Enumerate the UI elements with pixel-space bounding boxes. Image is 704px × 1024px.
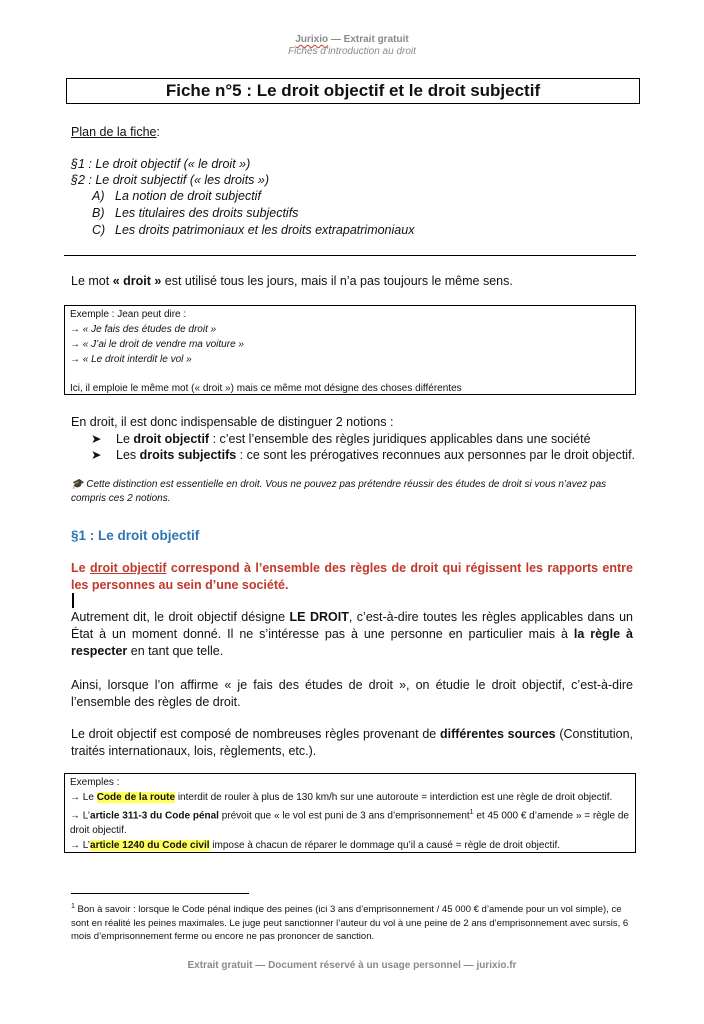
intro-paragraph xyxy=(71,273,513,289)
plan-subitem xyxy=(92,222,414,238)
plan-item: §2 : Le droit subjectif (« les droits ») xyxy=(71,173,270,187)
example-text: prévoit que « le vol est puni de 3 ans d’emprisonnement xyxy=(218,810,470,822)
paragraph-bold: la règle à respecter xyxy=(71,627,633,658)
definition-text: Le xyxy=(71,561,90,575)
brand-name: Jurixio xyxy=(295,34,329,45)
bullet-item xyxy=(91,447,635,463)
plan-subitem-text: Les droits patrimoniaux et les droits extrapatrimoniaux xyxy=(115,223,415,237)
plan-subitem xyxy=(92,205,298,221)
example-text: L’ xyxy=(82,810,91,822)
arrow-icon: → xyxy=(70,339,83,350)
arrow-bullet-icon: ➤ xyxy=(91,432,102,446)
arrow-icon: → xyxy=(70,354,83,365)
plan-subitem-letter: B) xyxy=(92,206,105,220)
example-line xyxy=(70,805,630,838)
header-subtitle: Fiches d’introduction au droit xyxy=(288,46,416,57)
arrow-icon: → xyxy=(70,840,83,852)
example-text: Le xyxy=(82,792,97,803)
definition xyxy=(71,560,633,594)
example-text: interdit de rouler à plus de 130 km/h sur une autoroute = interdiction est une règle de droit objectif. xyxy=(175,792,613,803)
paragraph-text: Autrement dit, le droit objectif désigne xyxy=(71,610,290,624)
paragraph xyxy=(71,726,633,760)
distinguish-lead: En droit, il est donc indispensable de distinguer 2 notions : xyxy=(71,415,394,429)
section-heading: §1 : Le droit objectif xyxy=(71,528,200,543)
arrow-icon: → xyxy=(70,810,83,822)
paragraph-bold: LE DROIT xyxy=(289,610,349,624)
plan-subitem-letter: A) xyxy=(92,189,105,203)
example-text: impose à chacun de réparer le dommage qu’il a causé = règle de droit objectif. xyxy=(209,840,560,852)
definition-term: droit objectif xyxy=(89,561,167,575)
examples-box xyxy=(64,773,636,853)
footnote-text: Bon à savoir : lorsque le Code pénal indique des peines (ici 3 ans d’emprisonnement / 45 000 € d’amende pour un vol simple), ce sont en réalité les peines maximales. Le juge peut sanctionner l’auteur du vol à une peine de 2 ans d’emprisonnement avec sursis, 6 mois d’emprisonnement ferme ou encore ne pas prononcer de sanction. xyxy=(71,904,629,943)
paragraph-text: , c’est-à-dire toutes les règles applicables dans un État à un moment donné. Il ne s’intéresse pas à une personne en particulier mais à xyxy=(71,610,633,641)
plan-subitem-letter: C) xyxy=(92,223,106,237)
footnote xyxy=(71,900,636,944)
example-quote: « J’ai le droit de vendre ma voiture » xyxy=(82,339,244,350)
bullet-bold: droit objectif xyxy=(133,432,210,446)
header-tag: — Extrait gratuit xyxy=(328,34,409,45)
paragraph-text: Le droit objectif est composé de nombreuses règles provenant de xyxy=(71,727,440,741)
bullet-text: Le xyxy=(116,432,134,446)
footnote-divider xyxy=(71,893,249,894)
example-line xyxy=(70,838,630,853)
bullet-item xyxy=(91,431,591,447)
intro-text: Le mot xyxy=(71,274,113,288)
example-conclusion: Ici, il emploie le même mot (« droit ») mais ce même mot désigne des choses différentes xyxy=(70,383,462,394)
bullet-text: : ce sont les prérogatives reconnues aux personnes par le droit objectif. xyxy=(236,448,636,462)
page-footer: Extrait gratuit — Document réservé à un usage personnel — jurixio.fr xyxy=(187,960,517,971)
example-text: L’ xyxy=(82,840,91,852)
plan-label-colon: : xyxy=(156,125,160,139)
intro-bold: « droit » xyxy=(112,274,162,288)
text-cursor[interactable] xyxy=(72,593,74,608)
study-note xyxy=(71,478,636,506)
arrow-bullet-icon: ➤ xyxy=(91,448,102,462)
paragraph-text: en tant que telle. xyxy=(127,644,224,658)
examples-heading: Exemples : xyxy=(70,777,120,788)
example-line xyxy=(70,352,630,367)
page-title: Fiche n°5 : Le droit objectif et le droit subjectif xyxy=(66,78,640,104)
paragraph-bold: différentes sources xyxy=(440,727,556,741)
bullet-bold: droits subjectifs xyxy=(139,448,237,462)
highlight: article 1240 du Code civil xyxy=(90,840,210,852)
example-line xyxy=(70,337,630,352)
highlight: Code de la route xyxy=(96,792,176,803)
plan-item: §1 : Le droit objectif (« le droit ») xyxy=(71,157,251,171)
example-text: et 45 000 € d’amende » = règle de droit objectif. xyxy=(70,810,629,837)
note-text: Cette distinction est essentielle en droit. Vous ne pouvez pas prétendre réussir des études de droit si vous n’avez pas compris ces 2 notions. xyxy=(71,479,607,504)
footnote-ref[interactable]: 1 xyxy=(469,809,474,816)
example-heading: Exemple : Jean peut dire : xyxy=(70,309,187,320)
section-divider xyxy=(64,255,636,256)
definition-text: correspond à l’ensemble des règles de droit qui régissent les rapports entre les personnes au sein d’une société. xyxy=(71,561,633,592)
bullet-text: : c’est l’ensemble des règles juridiques applicables dans une société xyxy=(209,432,591,446)
arrow-icon: → xyxy=(70,324,83,335)
example-quote: « Le droit interdit le vol » xyxy=(82,354,192,365)
paragraph xyxy=(71,609,633,660)
plan-subitem-text: Les titulaires des droits subjectifs xyxy=(115,206,299,220)
page-header xyxy=(0,34,704,45)
example-line xyxy=(70,790,630,805)
plan-label xyxy=(71,124,160,140)
example-line xyxy=(70,322,630,337)
intro-text: est utilisé tous les jours, mais il n’a pas toujours le même sens. xyxy=(161,274,513,288)
graduation-cap-icon: 🎓 xyxy=(71,479,84,490)
example-box xyxy=(64,305,636,395)
arrow-icon: → xyxy=(70,792,83,803)
footnote-number: 1 xyxy=(71,903,75,910)
paragraph-text: (Constitution, traités internationaux, lois, règlements, etc.). xyxy=(71,727,634,758)
bullet-text: Les xyxy=(116,448,140,462)
plan-label-text: Plan de la fiche xyxy=(71,125,157,139)
example-bold: article 311-3 du Code pénal xyxy=(90,810,219,822)
paragraph: Ainsi, lorsque l’on affirme « je fais des études de droit », on étudie le droit objectif, c’est-à-dire l’ensemble des règles de droit. xyxy=(71,678,633,709)
plan-subitem-text: La notion de droit subjectif xyxy=(115,189,261,203)
example-quote: « Je fais des études de droit » xyxy=(82,324,217,335)
plan-subitem xyxy=(92,188,261,204)
